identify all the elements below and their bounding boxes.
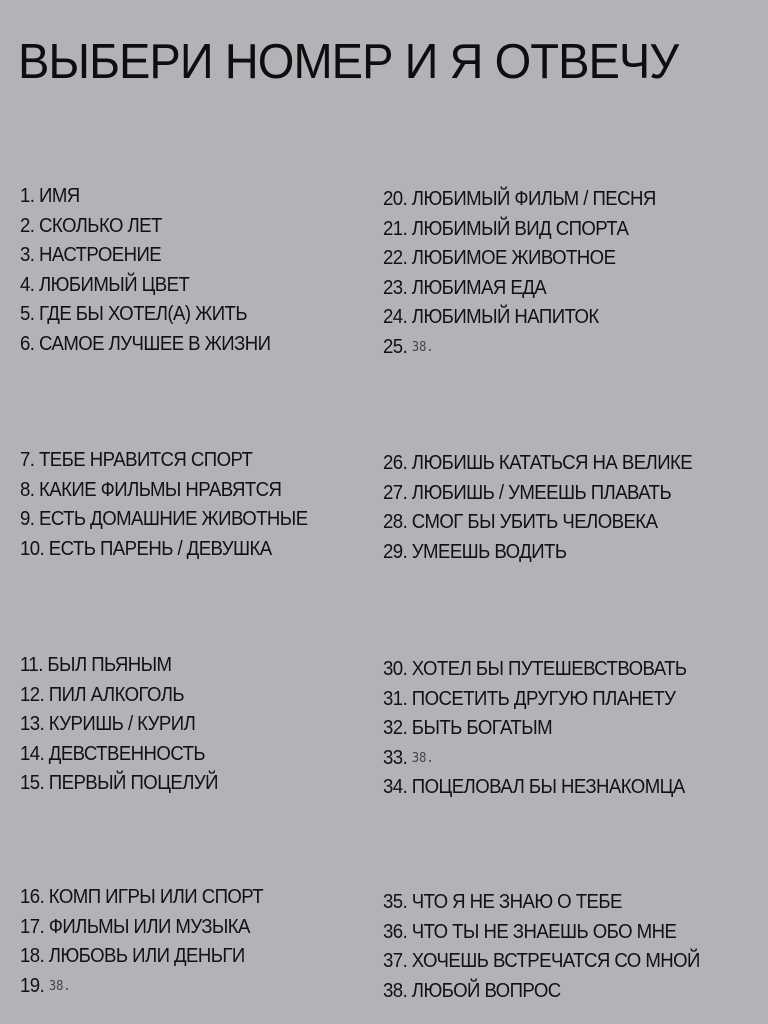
list-item: 3. НАСТРОЕНИЕ	[20, 244, 162, 266]
list-item-number: 19.	[20, 974, 45, 997]
list-item: 17. ФИЛЬМЫ ИЛИ МУЗЫКА	[20, 915, 250, 938]
group-2-left-column	[20, 446, 308, 564]
list-item: 36. ЧТО ТЫ НЕ ЗНАЕШЬ ОБО МНЕ	[383, 920, 677, 943]
list-item: 11. БЫЛ ПЬЯНЫМ	[20, 654, 172, 676]
group-1-left-column	[20, 182, 270, 359]
list-item: 5. ГДЕ БЫ ХОТЕЛ(А) ЖИТЬ	[20, 303, 247, 325]
list-item: 22. ЛЮБИМОЕ ЖИВОТНОЕ	[383, 247, 616, 269]
list-item: 27. ЛЮБИШЬ / УМЕЕШЬ ПЛАВАТЬ	[383, 481, 672, 504]
group-3-left-column	[20, 651, 218, 799]
group-1-right-column	[383, 185, 656, 362]
list-item: 4. ЛЮБИМЫЙ ЦВЕТ	[20, 273, 190, 296]
list-item: 35. ЧТО Я НЕ ЗНАЮ О ТЕБЕ	[383, 891, 622, 913]
list-item	[383, 744, 687, 774]
list-item: 12. ПИЛ АЛКОГОЛЬ	[20, 683, 185, 706]
list-item: 10. ЕСТЬ ПАРЕНЬ / ДЕВУШКА	[20, 537, 272, 560]
list-item: 9. ЕСТЬ ДОМАШНИЕ ЖИВОТНЫЕ	[20, 508, 308, 530]
list-item: 21. ЛЮБИМЫЙ ВИД СПОРТА	[383, 217, 629, 240]
list-item	[383, 333, 656, 363]
page-title: ВЫБЕРИ НОМЕР И Я ОТВЕЧУ	[18, 35, 679, 89]
list-item: 6. САМОЕ ЛУЧШЕЕ В ЖИЗНИ	[20, 332, 271, 355]
list-item-number: 25.	[383, 335, 408, 358]
list-item: 16. КОМП ИГРЫ ИЛИ СПОРТ	[20, 886, 264, 908]
list-item: 18. ЛЮБОВЬ ИЛИ ДЕНЬГИ	[20, 945, 245, 967]
list-item: 2. СКОЛЬКО ЛЕТ	[20, 214, 162, 237]
list-item: 8. КАКИЕ ФИЛЬМЫ НРАВЯТСЯ	[20, 478, 282, 501]
group-2-right-column	[383, 449, 692, 567]
list-item: 37. ХОЧЕШЬ ВСТРЕЧАТСЯ СО МНОЙ	[383, 950, 700, 972]
list-item: 1. ИМЯ	[20, 185, 80, 207]
list-item: 31. ПОСЕТИТЬ ДРУГУЮ ПЛАНЕТУ	[383, 687, 676, 710]
list-item: 38. ЛЮБОЙ ВОПРОС	[383, 979, 561, 1002]
list-item: 29. УМЕЕШЬ ВОДИТЬ	[383, 540, 567, 563]
list-item-placeholder-text: 38.	[48, 978, 71, 994]
group-4-right-column	[383, 888, 700, 1006]
list-item: 13. КУРИШЬ / КУРИЛ	[20, 713, 196, 735]
list-item: 34. ПОЦЕЛОВАЛ БЫ НЕЗНАКОМЦА	[383, 776, 685, 798]
list-item: 32. БЫТЬ БОГАТЫМ	[383, 717, 553, 739]
list-item: 15. ПЕРВЫЙ ПОЦЕЛУЙ	[20, 772, 218, 794]
list-item: 7. ТЕБЕ НРАВИТСЯ СПОРТ	[20, 449, 253, 471]
list-item: 23. ЛЮБИМАЯ ЕДА	[383, 276, 547, 299]
list-item-placeholder-text: 38.	[411, 750, 434, 766]
group-4-left-column	[20, 883, 263, 1001]
list-item	[20, 972, 263, 1002]
list-item: 30. ХОТЕЛ БЫ ПУТЕШЕВСТВОВАТЬ	[383, 658, 687, 680]
group-3-right-column	[383, 655, 687, 803]
list-item: 28. СМОГ БЫ УБИТЬ ЧЕЛОВЕКА	[383, 511, 658, 533]
list-item: 26. ЛЮБИШЬ КАТАТЬСЯ НА ВЕЛИКЕ	[383, 452, 693, 474]
list-item: 14. ДЕВСТВЕННОСТЬ	[20, 742, 206, 765]
list-item-placeholder-text: 38.	[411, 339, 434, 355]
list-item: 24. ЛЮБИМЫЙ НАПИТОК	[383, 306, 599, 328]
list-item: 20. ЛЮБИМЫЙ ФИЛЬМ / ПЕСНЯ	[383, 188, 656, 210]
list-item-number: 33.	[383, 746, 408, 769]
